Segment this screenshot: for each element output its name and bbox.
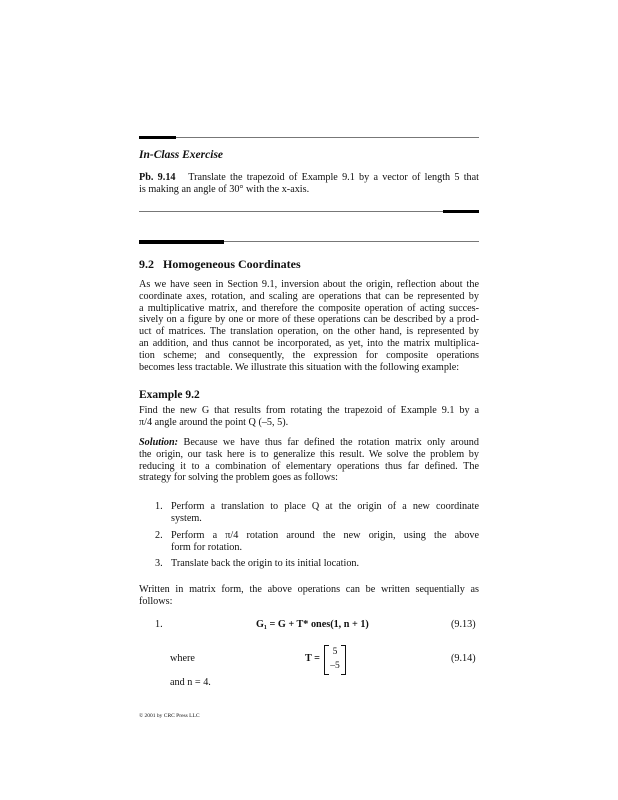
text-line (139, 350, 479, 362)
text-line-content: coordinate axes, rotation, and scaling are operations that can be represented by (139, 290, 479, 302)
text-line-content: form for rotation. (171, 541, 243, 553)
text-line (139, 596, 479, 608)
text-line-content: Find the new G that results from rotating the trapezoid of Example 9.1 by a (139, 405, 479, 416)
copyright: © 2001 by CRC Press LLC (139, 713, 200, 719)
and-n: and n = 4. (170, 677, 211, 688)
step-text (171, 501, 479, 525)
text-line (139, 326, 479, 338)
text-line (139, 405, 479, 417)
text-line-content: Because we have thus far defined the rotation matrix only around (178, 437, 479, 448)
equation-9-13: G₁ = G + T* ones(1, n + 1) (256, 619, 369, 630)
text-line (139, 291, 479, 303)
text-line (171, 513, 479, 525)
text-line-content: tion scheme; and consequently, the expression for composite operations (139, 349, 479, 361)
exercise-title: In-Class Exercise (139, 149, 224, 161)
text-line-content: follows: (139, 595, 173, 607)
section-rule-bar (139, 240, 224, 244)
text-line-content: sively on a figure by one or more of these operations can be described by a prod- (139, 314, 479, 326)
text-line (139, 584, 479, 596)
problem-label: Pb. 9.14 (139, 172, 176, 183)
text-line (139, 472, 479, 484)
step-number: 1. (155, 501, 163, 512)
text-line-content: As we have seen in Section 9.1, inversion about the origin, reflection about the (139, 279, 479, 290)
section-heading: 9.2 Homogeneous Coordinates (139, 257, 301, 271)
example-heading: Example 9.2 (139, 389, 200, 401)
problem-line: is making an angle of 30° with the x-axis. (139, 183, 310, 195)
step-text (171, 558, 479, 570)
eq1-tag: (9.13) (451, 619, 476, 630)
text-line-content: a multiplicative matrix, and therefore the composite operation of acting succes- (139, 302, 479, 314)
text-line-content: π/4 angle around the point Q (–5, 5). (139, 416, 289, 428)
text-line (171, 530, 479, 542)
text-line-content: Perform a translation to place Q at the origin of a new coordinate (171, 501, 479, 512)
text-line (139, 461, 479, 473)
text-line-content: strategy for solving the problem goes as follows: (139, 472, 338, 484)
text-line (139, 279, 479, 291)
eq1-number: 1. (155, 619, 163, 630)
eq2-tag: (9.14) (451, 653, 476, 664)
step-number: 2. (155, 530, 163, 541)
text-line (171, 542, 479, 554)
text-line-content: becomes less tractable. We illustrate this situation with the following example: (139, 361, 460, 373)
top-rule (139, 137, 479, 138)
matrix-value: –5 (330, 661, 340, 671)
example-solution (139, 437, 479, 484)
matrix-value: 5 (332, 647, 338, 657)
problem-line: Translate the trapezoid of Example 9.1 by a vector of length 5 that (188, 172, 480, 183)
section-paragraph (139, 279, 479, 373)
text-line-content: Perform a π/4 rotation around the new origin, using the above (171, 530, 479, 541)
text-line (171, 501, 479, 513)
text-line (139, 449, 479, 461)
matrix-lhs: T = (305, 653, 320, 664)
text-line-content: an addition, and thus cannot be incorporated, as yet, into the matrix multiplica- (139, 337, 479, 349)
solution-label: Solution: (139, 437, 179, 448)
text-line-content: system. (171, 512, 202, 524)
text-line-content: reducing it to a combination of elementary operations thus far defined. The (139, 460, 479, 472)
text-line (139, 417, 479, 429)
matrix-intro (139, 584, 479, 608)
text-line (139, 314, 479, 326)
text-line (139, 303, 479, 315)
top-rule-bar (139, 136, 176, 139)
text-line (171, 558, 479, 570)
exercise-bottom-bar (443, 210, 479, 213)
text-line-content: Translate back the origin to its initial location. (171, 558, 360, 569)
exercise-bottom-rule (139, 211, 479, 212)
text-line-content: the origin, our task here is to generalize this result. We solve the problem by (139, 448, 479, 460)
step-number: 3. (155, 558, 163, 569)
text-line (139, 362, 479, 374)
text-line (139, 437, 479, 449)
step-text (171, 530, 479, 554)
text-line-content: Written in matrix form, the above operations can be written sequentially as (139, 584, 479, 595)
matrix-T (324, 645, 346, 675)
example-statement (139, 405, 479, 429)
text-line-content: uct of matrices. The translation operation, on the other hand, is represented by (139, 326, 479, 338)
text-line (139, 338, 479, 350)
where-label: where (170, 653, 195, 664)
exercise-problem (139, 172, 479, 196)
